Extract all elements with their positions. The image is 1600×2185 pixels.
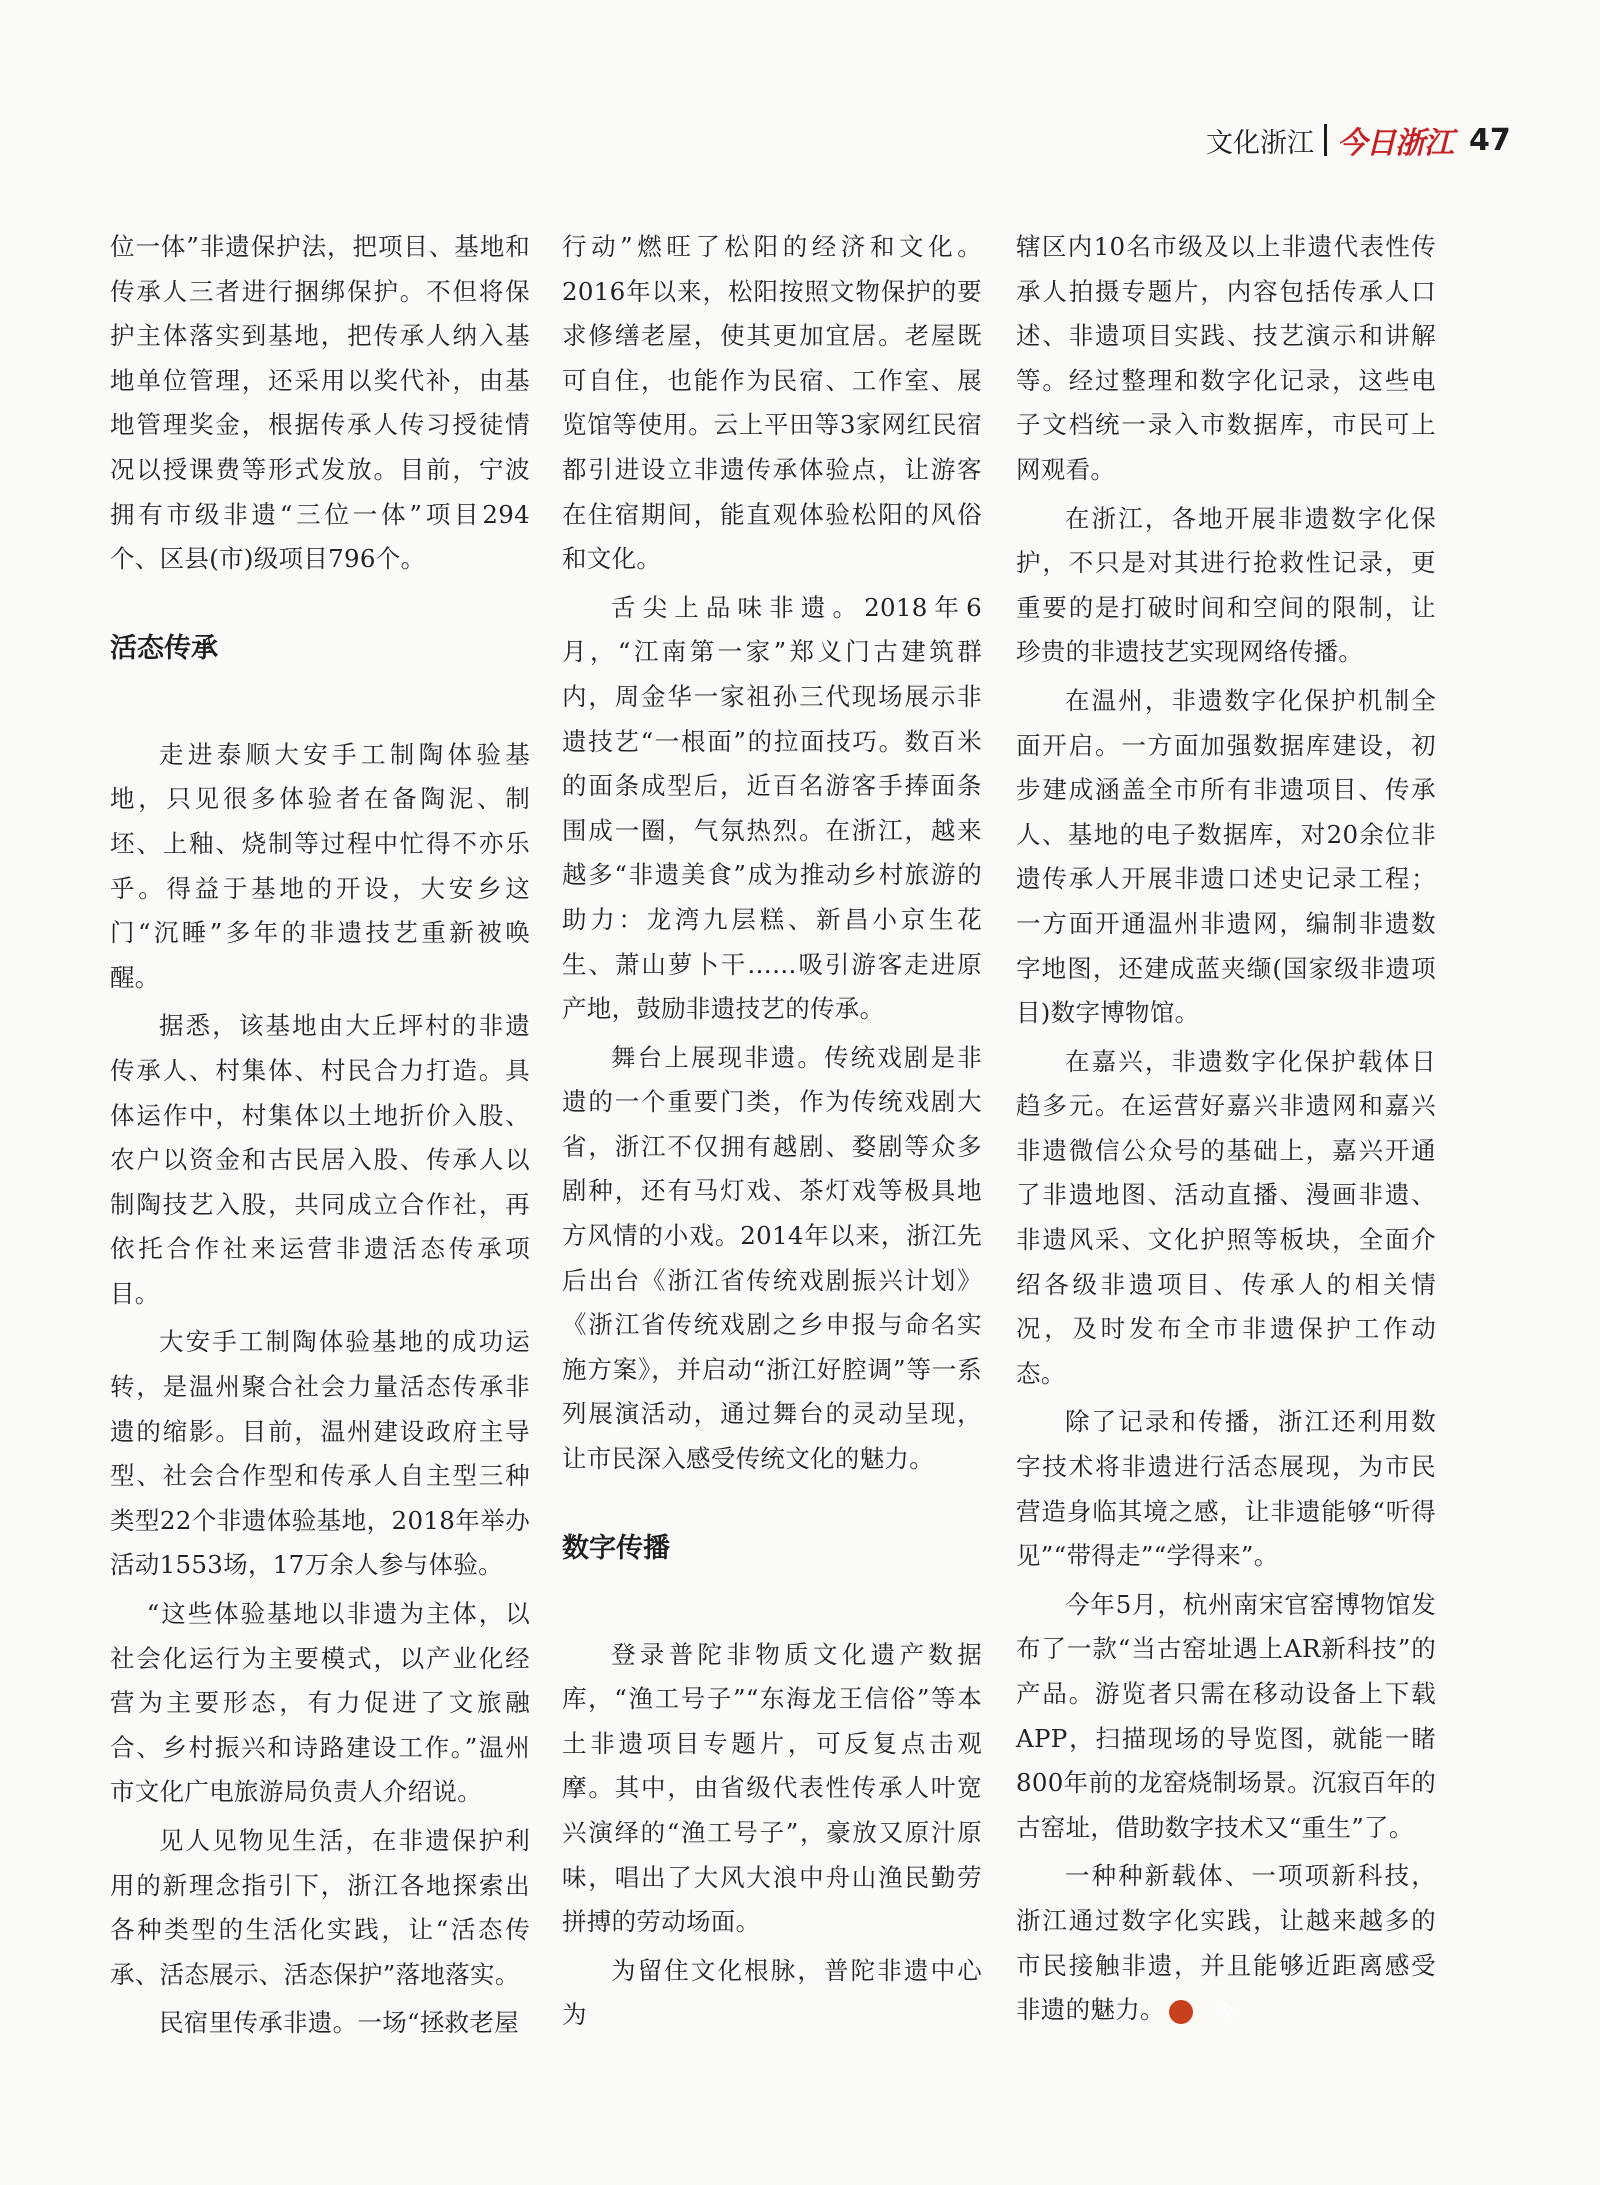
paragraph: 除了记录和传播，浙江还利用数字技术将非遗进行活态展现，为市民营造身临其境之感，让非遗能够“听得见”“带得走”“学得来”。 bbox=[1016, 1407, 1436, 1571]
paragraph-final bbox=[1016, 1854, 1436, 2032]
header-divider bbox=[1324, 124, 1327, 156]
paragraph: 为留住文化根脉，普陀非遗中心为 bbox=[562, 1955, 982, 2030]
paragraph: 登录普陀非物质文化遗产数据库，“渔工号子”“东海龙王信俗”等本土非遗项目专题片，可反复点击观摩。其中，由省级代表性传承人叶宽兴演绎的“渔工号子”，豪放又原汁原味，唱出了大风大浪中舟山渔民勤劳拼搏的劳动场面。 bbox=[562, 1639, 982, 1937]
paragraph: 辖区内10名市级及以上非遗代表性传承人拍摄专题片，内容包括传承人口述、非遗项目实践、技艺演示和讲解等。经过整理和数字化记录，这些电子文档统一录入市数据库，市民可上网观看。 bbox=[1016, 232, 1436, 484]
column-2 bbox=[562, 225, 982, 2038]
paragraph: 在温州，非遗数字化保护机制全面开启。一方面加强数据库建设，初步建成涵盖全市所有非遗项目、传承人、基地的电子数据库，对20余位非遗传承人开展非遗口述史记录工程；一方面开通温州非遗网，编制非遗数字地图，还建成蓝夹缬(国家级非遗项目)数字博物馆。 bbox=[1016, 685, 1436, 1028]
paragraph: 据悉，该基地由大丘坪村的非遗传承人、村集体、村民合力打造。具体运作中，村集体以土地折价入股、农户以资金和古民居入股、传承人以制陶技艺入股，共同成立合作社，再依托合作社来运营非遗活态传承项目。 bbox=[110, 1011, 530, 1308]
page-number: 47 bbox=[1469, 122, 1511, 158]
paragraph: 行动”燃旺了松阳的经济和文化。2016年以来，松阳按照文物保护的要求修缮老屋，使其更加宜居。老屋既可自住，也能作为民宿、工作室、展览馆等使用。云上平田等3家网红民宿都引进设立非遗传承体验点，让游客在住宿期间，能直观体验松阳的风俗和文化。 bbox=[562, 232, 982, 574]
paragraph: 舌尖上品味非遗。2018年6月，“江南第一家”郑义门古建筑群内，周金华一家祖孙三代现场展示非遗技艺“一根面”的拉面技巧。数百米的面条成型后，近百名游客手捧面条围成一圈，气氛热烈。在浙江，越来越多“非遗美食”成为推动乡村旅游的助力：龙湾九层糕、新昌小京生花生、萧山萝卜干……吸引游客走进原产地，鼓励非遗技艺的传承。 bbox=[562, 592, 982, 1024]
paragraph: 大安手工制陶体验基地的成功运转，是温州聚合社会力量活态传承非遗的缩影。目前，温州建设政府主导型、社会合作型和传承人自主型三种类型22个非遗体验基地，2018年举办活动1553场，17万余人参与体验。 bbox=[110, 1327, 530, 1580]
magazine-logo: 今日浙江 bbox=[1337, 126, 1453, 161]
column-3 bbox=[1016, 225, 1436, 2033]
section-heading-digital-spread: 数字传播 bbox=[562, 1532, 670, 1564]
section-heading-living-heritage: 活态传承 bbox=[110, 632, 218, 664]
paragraph: 位一体”非遗保护法，把项目、基地和传承人三者进行捆绑保护。不但将保护主体落实到基地，把传承人纳入基地单位管理，还采用以奖代补，由基地管理奖金，根据传承人传习授徒情况以授课费等形式发放。目前，宁波拥有市级非遗“三位一体”项目294个、区县(市)级项目796个。 bbox=[110, 232, 530, 574]
article-end-mark: 今 bbox=[1169, 2000, 1193, 2024]
paragraph: 舞台上展现非遗。传统戏剧是非遗的一个重要门类，作为传统戏剧大省，浙江不仅拥有越剧、婺剧等众多剧种，还有马灯戏、茶灯戏等极具地方风情的小戏。2014年以来，浙江先后出台《浙江省传统戏剧振兴计划》《浙江省传统戏剧之乡申报与命名实施方案》，并启动“浙江好腔调”等一系列展演活动，通过舞台的灵动呈现，让市民深入感受传统文化的魅力。 bbox=[562, 1042, 982, 1474]
final-text: 一种种新载体、一项项新科技，浙江通过数字化实践，让越来越多的市民接触非遗，并且能够近距离感受非遗的魅力。 bbox=[1016, 1861, 1436, 2025]
paragraph: 在浙江，各地开展非遗数字化保护，不只是对其进行抢救性记录，更重要的是打破时间和空间的限制，让珍贵的非遗技艺实现网络传播。 bbox=[1016, 503, 1436, 667]
paragraph: 在嘉兴，非遗数字化保护载体日趋多元。在运营好嘉兴非遗网和嘉兴非遗微信公众号的基础上，嘉兴开通了非遗地图、活动直播、漫画非遗、非遗风采、文化护照等板块，全面介绍各级非遗项目、传承人的相关情况，及时发布全市非遗保护工作动态。 bbox=[1016, 1046, 1436, 1388]
section-title: 文化浙江 bbox=[1206, 127, 1314, 159]
running-header bbox=[1206, 118, 1511, 162]
paragraph: 走进泰顺大安手工制陶体验基地，只见很多体验者在备陶泥、制坯、上釉、烧制等过程中忙得不亦乐乎。得益于基地的开设，大安乡这门“沉睡”多年的非遗技艺重新被唤醒。 bbox=[110, 739, 530, 992]
paragraph: 民宿里传承非遗。一场“拯救老屋 bbox=[159, 2008, 520, 2038]
paragraph: “这些体验基地以非遗为主体，以社会化运行为主要模式，以产业化经营为主要形态，有力促进了文旅融合、乡村振兴和诗路建设工作。”温州市文化广电旅游局负责人介绍说。 bbox=[110, 1599, 530, 1807]
column-1 bbox=[110, 225, 530, 2046]
paragraph: 见人见物见生活，在非遗保护利用的新理念指引下，浙江各地探索出各种类型的生活化实践，让“活态传承、活态展示、活态保护”落地落实。 bbox=[110, 1826, 530, 1989]
paragraph: 今年5月，杭州南宋官窑博物馆发布了一款“当古窑址遇上AR新科技”的产品。游览者只需在移动设备上下载APP，扫描现场的导览图，就能一睹800年前的龙窑烧制场景。沉寂百年的古窑址，借助数字技术又“重生”了。 bbox=[1016, 1589, 1436, 1842]
